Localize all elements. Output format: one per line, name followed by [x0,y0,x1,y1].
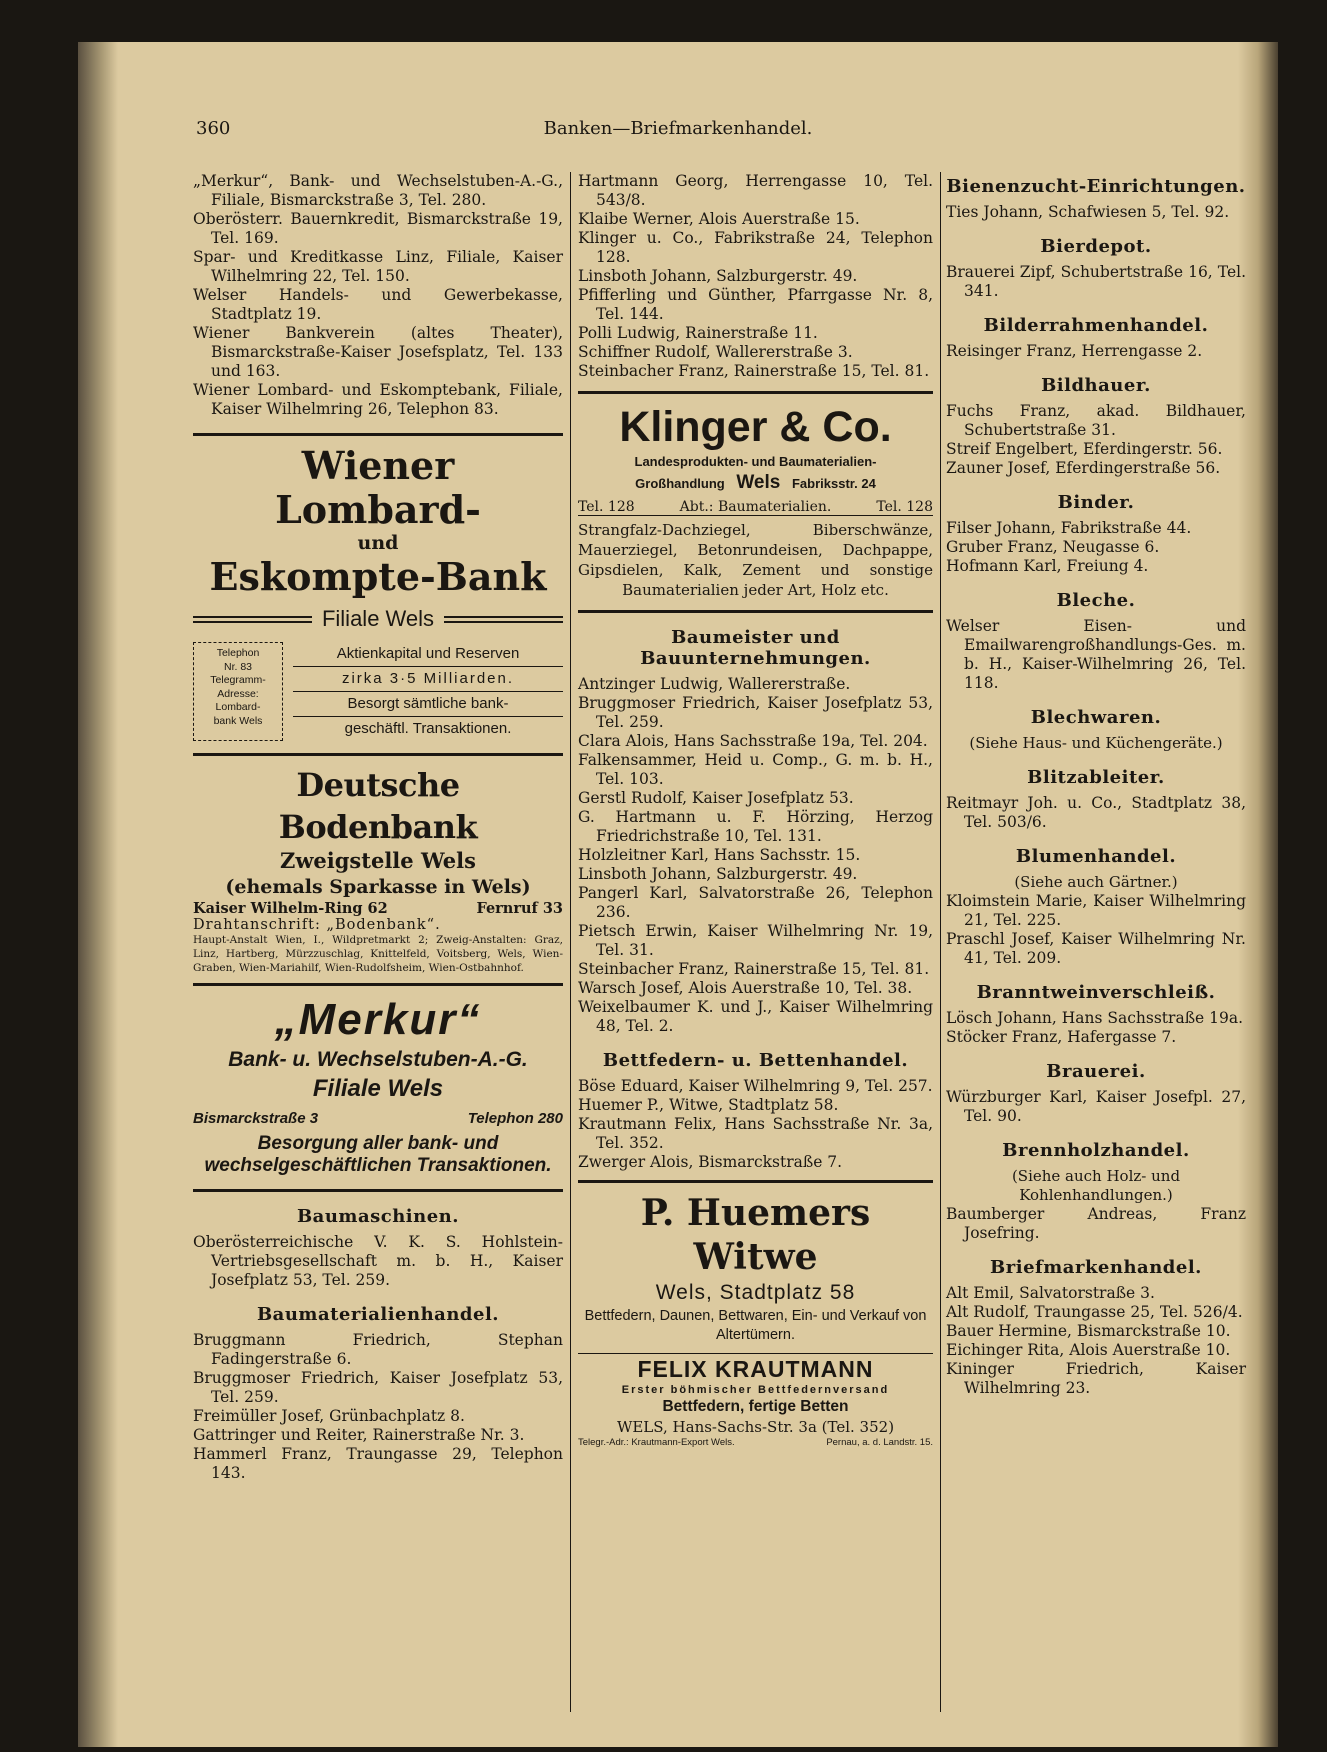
ad-klinger-line1: Landesprodukten- und Baumaterialien- [634,454,877,469]
directory-entry: Pangerl Karl, Salvatorstraße 26, Telephon 236. [578,884,933,921]
directory-sections [578,627,933,1172]
directory-entry: Steinbacher Franz, Rainerstraße 15, Tel. 81. [578,960,930,978]
directory-entry: Eichinger Rita, Alois Auerstraße 10. [946,1341,1231,1359]
directory-entry: Bruggmann Friedrich, Stephan Fadingerstraße 6. [193,1331,563,1368]
directory-entry: Falkensammer, Heid u. Comp., G. m. b. H., Tel. 103. [578,751,933,788]
ad-lombard-contact-box [193,642,283,741]
divider [578,1180,933,1183]
ad-krautmann-telegram: Telegr.-Adr.: Krautmann-Export Wels. [578,1437,735,1448]
directory-entry: Böse Eduard, Kaiser Wilhelmring 9, Tel. 257. [578,1077,933,1095]
section-heading: Brauerei. [1046,1061,1146,1082]
section-heading: Brennholzhandel. [1002,1140,1190,1161]
ad-huemer-title: P. Huemers Witwe [640,1192,871,1278]
ad-bodenbank-branch: Zweigstelle Wels [280,848,476,873]
ad-bodenbank-address: Kaiser Wilhelm-Ring 62 [193,900,388,917]
directory-entry: G. Hartmann u. F. Hörzing, Herzog Friedrichstraße 10, Tel. 131. [578,808,933,845]
ad-krautmann-line1: Erster böhmischer Bettfedernversand [621,1384,890,1396]
ad-merkur-title: „Merkur“ [274,995,482,1044]
directory-entry: Bruggmoser Friedrich, Kaiser Josefplatz 53, Tel. 259. [193,1369,563,1406]
ad-merkur [193,994,563,1177]
divider [193,1189,563,1192]
divider [578,610,933,613]
directory-entry: Gattringer und Reiter, Rainerstraße Nr. 3. [193,1426,525,1444]
directory-entry: Weixelbaumer K. und J., Kaiser Wilhelmring 48, Tel. 2. [578,998,933,1035]
section-heading: Bettfedern- u. Bettenhandel. [602,1050,909,1071]
directory-entry: „Merkur“, Bank- und Wechselstuben-A.-G., Filiale, Bismarckstraße 3, Tel. 280. [193,172,563,209]
directory-entry: Streif Engelbert, Eferdingerstr. 56. [946,440,1223,458]
ad-klinger-city: Wels [736,472,781,493]
contact-box-line: bank Wels [213,714,263,727]
directory-entry: Bauer Hermine, Bismarckstraße 10. [946,1322,1231,1340]
ad-lombard-title-2: Eskompte-Bank [209,554,547,599]
directory-entry: Hofmann Karl, Freiung 4. [946,557,1149,575]
directory-entry: Oberösterreichische V. K. S. Hohlstein-Vertriebsgesellschaft m. b. H., Kaiser Josefplatz 53, Tel. 259. [193,1233,563,1289]
directory-entry: Welser Handels- und Gewerbekasse, Stadtplatz 19. [193,286,563,323]
directory-entry: Zauner Josef, Eferdingerstraße 56. [946,459,1221,477]
directory-entry: Wiener Bankverein (altes Theater), Bismarckstraße-Kaiser Josefsplatz, Tel. 133 und 163. [193,324,563,380]
ad-merkur-line3: Filiale Wels [312,1075,444,1102]
directory-entry: Pietsch Erwin, Kaiser Wilhelmring Nr. 19, Tel. 31. [578,922,933,959]
ad-merkur-phone: Telephon 280 [467,1110,563,1127]
ad-klinger-phones [578,499,933,516]
ad-wiener-lombard [193,444,563,741]
ad-krautmann-title: FELIX KRAUTMANN [637,1356,874,1382]
directory-entry: Welser Eisen- und Emailwarengroßhandlungs-Ges. m. b. H., Kaiser-Wilhelmring 26, Tel. 118. [946,617,1246,692]
column-3 [946,162,1246,1398]
contact-box-line: Telegramm- [210,674,266,686]
section-heading: Blumenhandel. [1015,846,1177,867]
directory-entry: Holzleitner Karl, Hans Sachsstr. 15. [578,846,861,864]
ad-klinger [578,402,933,600]
book-page [78,42,1278,1747]
ad-klinger-title: Klinger & Co. [619,403,892,451]
section-heading: Baumeister und Bauunternehmungen. [640,627,871,669]
column-rule [570,172,571,1712]
section-heading: Briefmarkenhandel. [990,1257,1202,1278]
directory-entry: Freimüller Josef, Grünbachplatz 8. [193,1407,465,1425]
section-heading: Bienenzucht-Einrichtungen. [946,176,1246,197]
ad-krautmann-footer [578,1437,933,1448]
directory-entry: Reitmayr Joh. u. Co., Stadtplatz 38, Tel. 503/6. [946,794,1246,831]
directory-entry: Steinbacher Franz, Rainerstraße 15, Tel. 81. [578,362,930,380]
ad-klinger-wholesale: Großhandlung [635,476,725,491]
directory-entry: Linsboth Johann, Salzburgerstr. 49. [578,865,858,883]
ad-klinger-street: Fabriksstr. 24 [791,476,876,491]
page-number: 360 [196,118,231,139]
directory-entry: Fuchs Franz, akad. Bildhauer, Schubertstraße 31. [946,402,1246,439]
directory-entry: Hammerl Franz, Traungasse 29, Telephon 143. [193,1445,563,1482]
ad-lombard-text [283,642,563,741]
ad-bodenbank-telegram: Drahtanschrift: „Bodenbank“. [193,917,441,933]
directory-entry: Krautmann Felix, Hans Sachsstraße Nr. 3a, Tel. 352. [578,1115,933,1152]
directory-entry: Bruggmoser Friedrich, Kaiser Josefplatz 53, Tel. 259. [578,694,933,731]
section-note: (Siehe Haus- und Küchengeräte.) [969,734,1223,752]
directory-entry: Hartmann Georg, Herrengasse 10, Tel. 543/8. [578,172,933,209]
ad-lombard-und: und [357,532,399,554]
section-heading: Blechwaren. [1030,707,1162,728]
directory-entry: Gerstl Rudolf, Kaiser Josefplatz 53. [578,789,854,807]
section-heading: Bilderrahmenhandel. [983,315,1209,336]
ad-merkur-contact [193,1110,563,1127]
ad-lombard-body [193,642,563,741]
ad-klinger-line2 [578,472,933,495]
directory-entry: Huemer P., Witwe, Stadtplatz 58. [578,1096,839,1114]
section-heading: Baumaschinen. [296,1206,460,1227]
divider [193,753,563,756]
ad-lombard-branch: Filiale Wels [321,606,435,631]
ad-huemer-desc: Bettfedern, Daunen, Bettwaren, Ein- und Verkauf von Altertümern. [584,1308,927,1343]
ad-krautmann-line2: Bettfedern, fertige Betten [662,1398,849,1415]
divider [193,433,563,436]
ad-bodenbank-former: (ehemals Sparkasse in Wels) [225,876,531,898]
directory-entry: Clara Alois, Hans Sachsstraße 19a, Tel. 204. [578,732,928,750]
divider [578,391,933,394]
ad-bodenbank [193,764,563,975]
directory-entry: Kininger Friedrich, Kaiser Wilhelmring 23. [946,1360,1246,1397]
contact-box-line: Lombard- [215,701,261,713]
ad-lombard-capital-1: Aktienkapital und Reserven [293,642,563,667]
directory-entry: Baumberger Andreas, Franz Josefring. [946,1205,1246,1242]
section-heading: Baumaterialienhandel. [256,1304,500,1325]
directory-entry: Klaibe Werner, Alois Auerstraße 15. [578,210,860,228]
entry-list [578,172,933,381]
section-heading: Bildhauer. [1041,375,1151,396]
ad-bodenbank-offices: Haupt-Anstalt Wien, I., Wildpretmarkt 2; Zweig-Anstalten: Graz, Linz, Hartberg, Mürzzuschlag, Knittelfeld, Voitsberg, Wels, Wien-Graben, Wien-Mariahilf, Wien-Rudolfsheim, Wien-Ostbahnhof. [193,934,563,974]
ad-bodenbank-contact [193,900,563,917]
ad-lombard-capital-2: zirka 3·5 Milliarden. [293,667,563,692]
section-heading: Branntweinverschleiß. [976,982,1216,1003]
directory-entry: Linsboth Johann, Salzburgerstr. 49. [578,267,858,285]
ad-klinger-dept: Abt.: Baumaterialien. [679,499,832,515]
ad-krautmann-line3: WELS, Hans-Sachs-Str. 3a (Tel. 352) [616,1418,895,1436]
directory-entry: Pfifferling und Günther, Pfarrgasse Nr. 8, Tel. 144. [578,286,933,323]
directory-entry: Reisinger Franz, Herrengasse 2. [946,342,1203,360]
directory-sections [946,176,1246,1398]
directory-entry: Ties Johann, Schafwiesen 5, Tel. 92. [946,203,1230,221]
section-heading: Binder. [1057,492,1135,513]
entry-list [193,172,563,419]
column-2 [578,172,933,1448]
directory-entry: Filser Johann, Fabrikstraße 44. [946,519,1192,537]
ad-huemer-place: Wels, Stadtplatz 58 [655,1281,856,1304]
ad-klinger-tel-right: Tel. 128 [876,499,933,515]
directory-entry: Brauerei Zipf, Schubertstraße 16, Tel. 341. [946,263,1246,300]
directory-entry: Wiener Lombard- und Eskomptebank, Filiale, Kaiser Wilhelmring 26, Telephon 83. [193,381,563,418]
ad-bodenbank-title: Deutsche Bodenbank [278,766,478,846]
column-1 [193,172,563,1483]
directory-entry: Praschl Josef, Kaiser Wilhelmring Nr. 41, Tel. 209. [946,930,1246,967]
ornament-rule [193,616,312,623]
ad-huemer [578,1191,933,1345]
section-heading: Bleche. [1056,590,1136,611]
directory-entry: Würzburger Karl, Kaiser Josefpl. 27, Tel. 90. [946,1088,1246,1125]
running-head: Banken—Briefmarkenhandel. [543,118,813,139]
directory-entry: Antzinger Ludwig, Wallererstraße. [578,675,851,693]
directory-entry: Zwerger Alois, Bismarckstraße 7. [578,1153,843,1171]
directory-entry: Oberösterr. Bauernkredit, Bismarckstraße 19, Tel. 169. [193,210,563,247]
ad-bodenbank-phone: Fernruf 33 [476,900,563,917]
directory-entry: Warsch Josef, Alois Auerstraße 10, Tel. 38. [578,979,913,997]
ad-lombard-service-2: geschäftl. Transaktionen. [344,720,512,737]
contact-box-line: Adresse: [217,687,259,700]
ad-lombard-branch-row [193,606,563,632]
column-rule [940,172,941,1712]
directory-entry: Lösch Johann, Hans Sachsstraße 19a. [946,1009,1244,1027]
directory-entry: Schiffner Rudolf, Wallererstraße 3. [578,343,853,361]
directory-entry: Spar- und Kreditkasse Linz, Filiale, Kaiser Wilhelmring 22, Tel. 150. [193,248,563,285]
page-gutter [78,42,118,1747]
divider [193,983,563,986]
directory-entry: Alt Emil, Salvatorstraße 3. [946,1284,1155,1302]
section-note: (Siehe auch Gärtner.) [1014,873,1178,891]
ad-merkur-slogan: Besorgung aller bank- und wechselgeschäftlichen Transaktionen. [204,1133,552,1176]
ad-lombard-service-1: Besorgt sämtliche bank- [293,692,563,717]
directory-entry: Alt Rudolf, Traungasse 25, Tel. 526/4. [946,1303,1243,1321]
contact-box-line: Telephon [216,647,260,659]
directory-entry: Stöcker Franz, Hafergasse 7. [946,1028,1177,1046]
ad-lombard-title: Wiener Lombard- [275,443,481,532]
ad-krautmann-branch: Pernau, a. d. Landstr. 15. [826,1437,933,1448]
section-heading: Blitzableiter. [1027,767,1165,788]
directory-entry: Polli Ludwig, Rainerstraße 11. [578,324,818,342]
directory-sections [193,1206,563,1483]
ad-merkur-address: Bismarckstraße 3 [193,1110,319,1127]
directory-entry: Kloimstein Marie, Kaiser Wilhelmring 21, Tel. 225. [946,892,1246,929]
directory-entry: Klinger u. Co., Fabrikstraße 24, Telephon 128. [578,229,933,266]
directory-entry: Gruber Franz, Neugasse 6. [946,538,1160,556]
ad-krautmann [578,1354,933,1448]
ornament-rule [444,616,563,623]
section-heading: Bierdepot. [1040,236,1152,257]
ad-klinger-tel-left: Tel. 128 [578,499,635,515]
section-note: (Siehe auch Holz- und Kohlenhandlungen.) [1011,1167,1181,1204]
ad-klinger-products: Strangfalz-Dachziegel, Biberschwänze, Mauerziegel, Betonrundeisen, Dachpappe, Gipsdielen, Kalk, Zement und sonstige Baumaterialien jeder Art, Holz etc. [578,521,933,599]
contact-box-line: Nr. 83 [223,660,252,673]
ad-merkur-line2: Bank- u. Wechselstuben-A.-G. [228,1048,528,1071]
